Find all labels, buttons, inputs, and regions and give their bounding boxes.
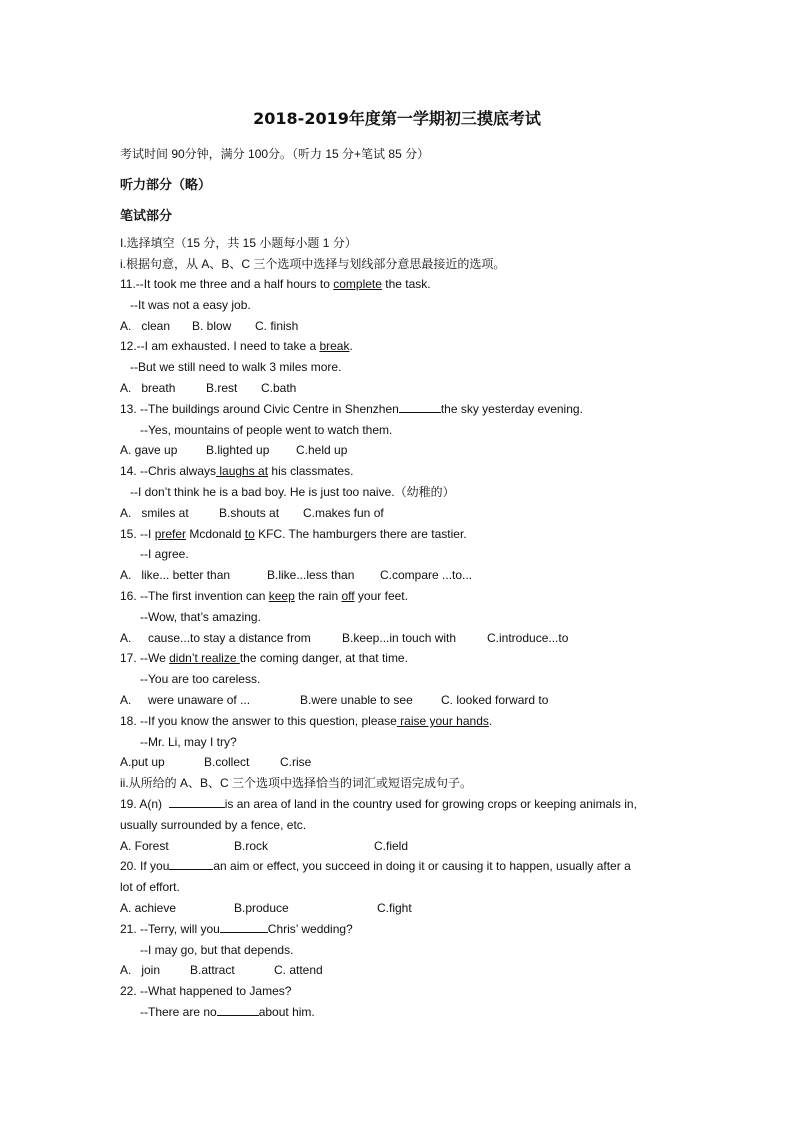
option-b: B.produce — [234, 901, 289, 915]
question-18: 18. --If you know the answer to this question, please raise your hands. — [120, 714, 493, 728]
answer-blank — [217, 1004, 259, 1016]
option-c: C.makes fun of — [303, 506, 384, 520]
option-a: A. were unaware of ... — [120, 693, 251, 707]
exam-info: 考试时间 90分钟，满分 100分。（听力 15 分+笔试 85 分） — [120, 147, 430, 161]
option-c: C.rise — [280, 755, 312, 769]
written-heading: 笔试部分 — [120, 208, 173, 223]
option-c: C.field — [374, 839, 409, 853]
underlined-phrase: raise your hands — [396, 714, 489, 728]
question-19: 19. A(n) is an area of land in the country used for growing crops or keeping animals in, — [120, 797, 637, 811]
question-22-reply: --There are no about him. — [140, 1005, 315, 1019]
question-17-reply: --You are too careless. — [140, 672, 261, 686]
option-a: A. smiles at — [120, 506, 189, 520]
underlined-phrase: off — [341, 589, 355, 603]
question-12-reply: --But we still need to walk 3 miles more. — [130, 360, 342, 374]
question-11-reply: --It was not a easy job. — [130, 298, 251, 312]
option-a: A. gave up — [120, 443, 178, 457]
option-b: B.keep...in touch with — [342, 631, 457, 645]
underlined-phrase: to — [244, 527, 255, 541]
option-c: C.held up — [296, 443, 348, 457]
question-19-continued: usually surrounded by a fence, etc. — [120, 818, 307, 832]
option-c: C.compare ...to... — [380, 568, 473, 582]
option-b: B.shouts at — [219, 506, 280, 520]
exam-title: 2018-2019年度第一学期初三摸底考试 — [253, 109, 541, 128]
question-13: 13. --The buildings around Civic Centre in Shenzhen the sky yesterday evening. — [120, 402, 583, 416]
question-21: 21. --Terry, will you Chris’ wedding? — [120, 922, 353, 936]
question-15-reply: --I agree. — [140, 547, 189, 561]
option-a: A.put up — [120, 755, 165, 769]
option-b: B.were unable to see — [300, 693, 413, 707]
option-b: B.like...less than — [267, 568, 355, 582]
option-b: B.collect — [204, 755, 250, 769]
option-b: B.rock — [234, 839, 269, 853]
option-c: C.bath — [261, 381, 297, 395]
answer-blank — [220, 921, 268, 933]
question-22: 22. --What happened to James? — [120, 984, 292, 998]
option-a: A. breath — [120, 381, 176, 395]
option-c: C. finish — [255, 319, 299, 333]
question-14-reply: --I don’t think he is a bad boy. He is just too naive.（幼稚的） — [130, 485, 455, 499]
option-a: A. like... better than — [120, 568, 231, 582]
underlined-phrase: keep — [268, 589, 295, 603]
question-21-reply: --I may go, but that depends. — [140, 943, 294, 957]
question-20: 20. If you an aim or effect, you succeed in doing it or causing it to happen, usually after a — [120, 859, 631, 873]
question-16-reply: --Wow, that’s amazing. — [140, 610, 261, 624]
option-a: A. achieve — [120, 901, 177, 915]
option-c: C.introduce...to — [487, 631, 569, 645]
option-a: A. Forest — [120, 839, 169, 853]
underlined-phrase: break — [319, 339, 350, 353]
question-20-continued: lot of effort. — [120, 880, 180, 894]
answer-blank — [169, 796, 225, 808]
question-17: 17. --We didn’t realize the coming danger, at that time. — [120, 651, 408, 665]
underlined-phrase: prefer — [154, 527, 187, 541]
option-b: B.lighted up — [206, 443, 270, 457]
option-a: A. cause...to stay a distance from — [120, 631, 311, 645]
option-a: A. join — [120, 963, 161, 977]
question-14: 14. --Chris always laughs at his classmates. — [120, 464, 354, 478]
underlined-phrase: laughs at — [216, 464, 269, 478]
underlined-phrase: complete — [333, 277, 382, 291]
answer-blank — [169, 858, 213, 870]
section-1-heading: I.选择填空（15 分，共 15 小题每小题 1 分） — [120, 236, 357, 250]
option-c: C. looked forward to — [441, 693, 549, 707]
part-ii-instruction: ii.从所给的 A、B、C 三个选项中选择恰当的词汇或短语完成句子。 — [120, 776, 473, 790]
option-b: B. blow — [192, 319, 232, 333]
question-11: 11.--It took me three and a half hours to complete the task. — [120, 277, 431, 291]
question-13-reply: --Yes, mountains of people went to watch them. — [140, 423, 393, 437]
option-c: C. attend — [274, 963, 323, 977]
option-a: A. clean — [120, 319, 171, 333]
answer-blank — [399, 401, 441, 413]
option-c: C.fight — [377, 901, 412, 915]
part-i-instruction: i.根据句意，从 A、B、C 三个选项中选择与划线部分意思最接近的选项。 — [120, 257, 506, 271]
underlined-phrase: didn’t realize — [169, 651, 240, 665]
question-12: 12.--I am exhausted. I need to take a break. — [120, 339, 353, 353]
question-18-reply: --Mr. Li, may I try? — [140, 735, 237, 749]
option-b: B.rest — [206, 381, 238, 395]
option-b: B.attract — [190, 963, 235, 977]
question-15: 15. --I prefer Mcdonald to KFC. The hamburgers there are tastier. — [120, 527, 467, 541]
question-16: 16. --The first invention can keep the rain off your feet. — [120, 589, 408, 603]
listening-heading: 听力部分（略） — [120, 177, 212, 192]
